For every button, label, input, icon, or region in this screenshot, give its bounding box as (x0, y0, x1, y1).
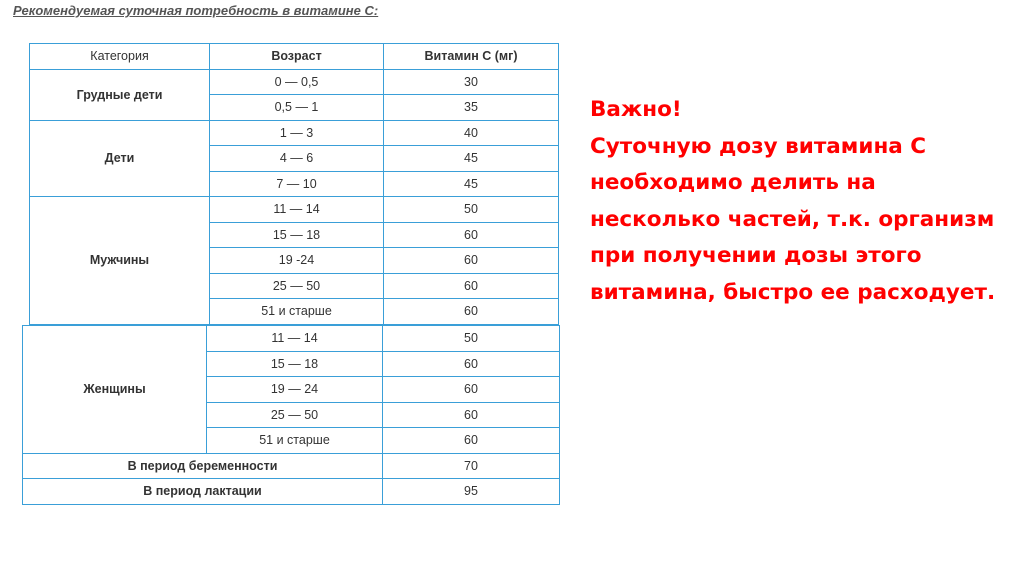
value-cell: 60 (384, 248, 559, 274)
header-category: Категория (30, 44, 210, 70)
header-age: Возраст (210, 44, 384, 70)
special-label-cell: В период лактации (23, 479, 383, 505)
value-cell: 45 (384, 146, 559, 172)
value-cell: 60 (384, 273, 559, 299)
special-label-cell: В период беременности (23, 453, 383, 479)
table-row (30, 69, 559, 95)
age-cell: 1 — 3 (210, 120, 384, 146)
value-cell: 60 (383, 402, 560, 428)
value-cell: 40 (384, 120, 559, 146)
age-cell: 0,5 — 1 (210, 95, 384, 121)
age-cell: 4 — 6 (210, 146, 384, 172)
table-row-special (23, 453, 560, 479)
age-cell: 0 — 0,5 (210, 69, 384, 95)
age-cell: 7 — 10 (210, 171, 384, 197)
value-cell: 60 (383, 377, 560, 403)
value-cell: 60 (383, 428, 560, 454)
category-cell: Дети (30, 120, 210, 197)
value-cell: 70 (383, 453, 560, 479)
table-row (30, 120, 559, 146)
value-cell: 60 (384, 222, 559, 248)
category-cell: Грудные дети (30, 69, 210, 120)
age-cell: 51 и старше (207, 428, 383, 454)
note-line: Суточную дозу витамина С (590, 133, 927, 159)
value-cell: 50 (384, 197, 559, 223)
age-cell: 15 — 18 (207, 351, 383, 377)
header-vitamin-c: Витамин С (мг) (384, 44, 559, 70)
page-title: Рекомендуемая суточная потребность в витамине С: (13, 3, 379, 18)
vitamin-c-table-upper (29, 43, 559, 325)
value-cell: 50 (383, 326, 560, 352)
age-cell: 11 — 14 (210, 197, 384, 223)
category-cell: Мужчины (30, 197, 210, 325)
vitamin-c-table-lower (22, 325, 560, 505)
age-cell: 15 — 18 (210, 222, 384, 248)
value-cell: 95 (383, 479, 560, 505)
note-line: несколько частей, т.к. организм (590, 206, 995, 232)
age-cell: 25 — 50 (210, 273, 384, 299)
note-line: витамина, быстро ее расходует. (590, 279, 996, 305)
important-note (590, 92, 1010, 311)
value-cell: 30 (384, 69, 559, 95)
table-row (23, 326, 560, 352)
value-cell: 35 (384, 95, 559, 121)
note-line: Важно! (590, 97, 682, 122)
age-cell: 19 — 24 (207, 377, 383, 403)
age-cell: 19 -24 (210, 248, 384, 274)
note-line: при получении дозы этого (590, 243, 922, 268)
age-cell: 25 — 50 (207, 402, 383, 428)
value-cell: 60 (384, 299, 559, 325)
category-cell: Женщины (23, 326, 207, 454)
value-cell: 45 (384, 171, 559, 197)
age-cell: 11 — 14 (207, 326, 383, 352)
age-cell: 51 и старше (210, 299, 384, 325)
table-row (30, 197, 559, 223)
value-cell: 60 (383, 351, 560, 377)
table-header-row (30, 44, 559, 70)
table-row-special (23, 479, 560, 505)
note-line: необходимо делить на (590, 170, 876, 195)
